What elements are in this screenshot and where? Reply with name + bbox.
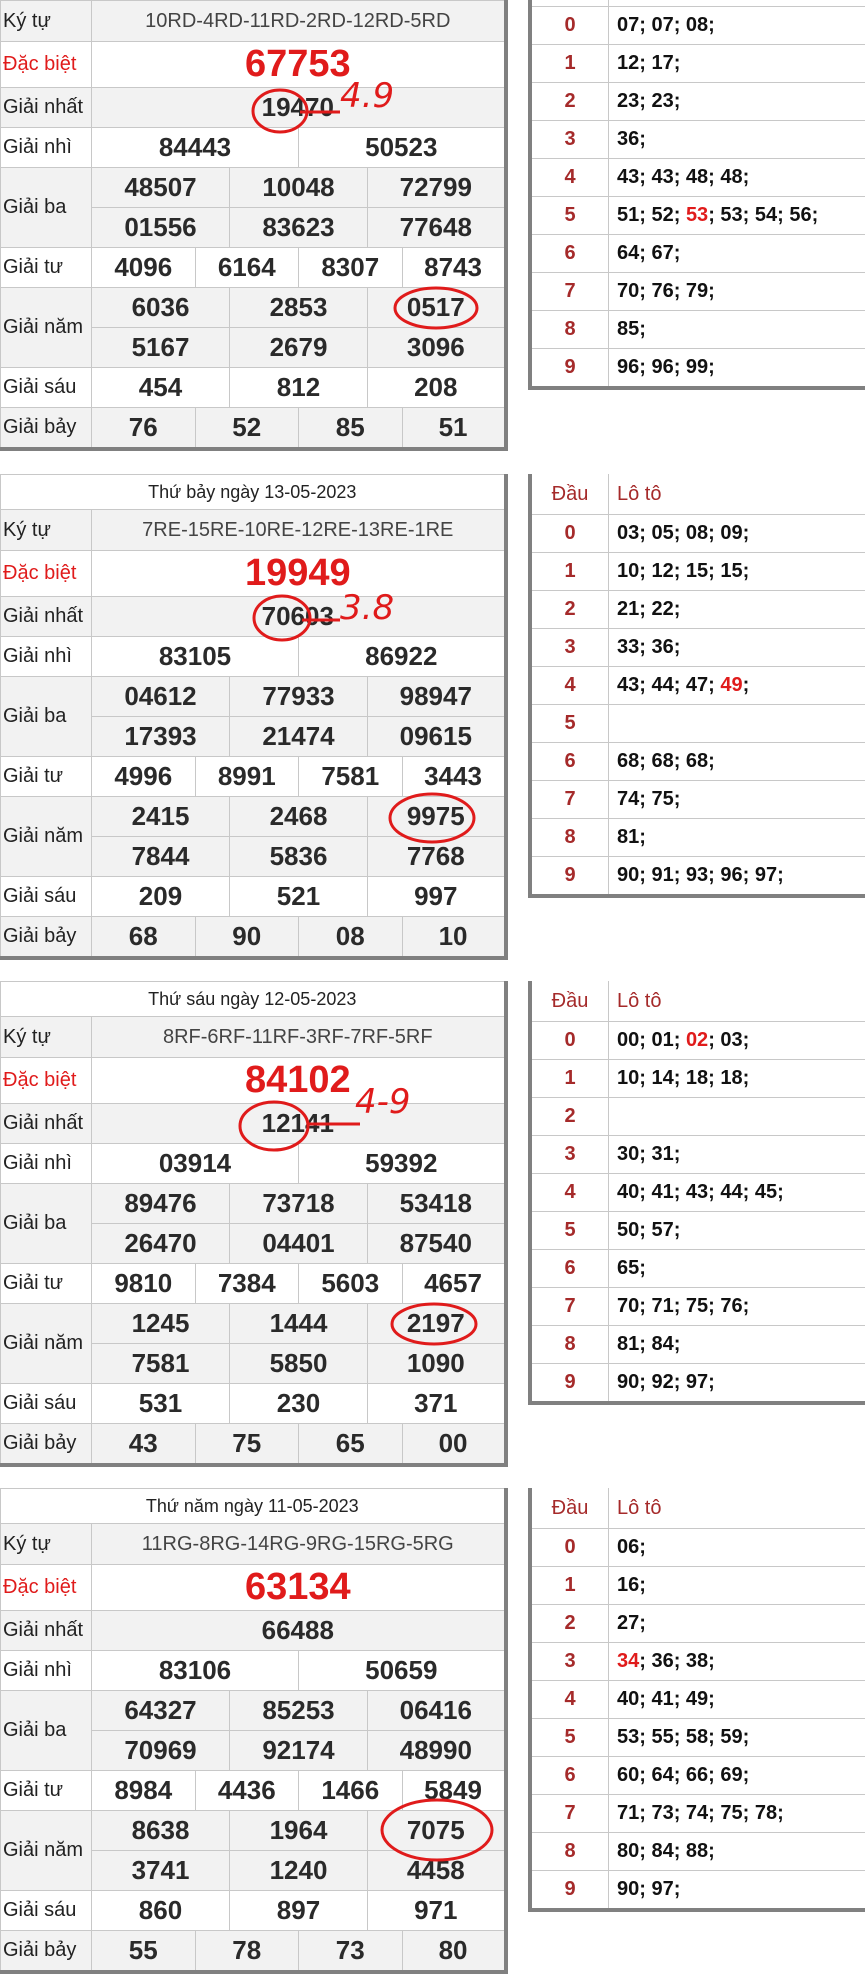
loto-head-loto: Lô tô: [609, 981, 865, 1022]
label-second: Giải nhì: [1, 128, 92, 168]
loto-values: 00; 01; 02; 03;: [609, 1022, 865, 1060]
loto-row: [530, 1098, 865, 1136]
loto-row: [530, 159, 865, 197]
sixth-prize: 860: [92, 1891, 230, 1931]
loto-values: 33; 36;: [609, 629, 865, 667]
sixth-prize: 812: [230, 368, 368, 408]
loto-row: [530, 121, 865, 159]
loto-values: 51; 52; 53; 53; 54; 56;: [609, 197, 865, 235]
fourth-prize: 1466: [299, 1771, 403, 1811]
seventh-prize: 65: [299, 1424, 403, 1466]
draw-code: 11RG-8RG-14RG-9RG-15RG-5RG: [92, 1524, 506, 1565]
second-prize: 03914: [92, 1144, 299, 1184]
label-ky-tu: Ký tự: [1, 510, 92, 551]
fifth-prize: 2679: [230, 328, 368, 368]
loto-row: [530, 311, 865, 349]
loto-row: [530, 1719, 865, 1757]
fifth-prize: 2415: [92, 797, 230, 837]
loto-row: [530, 1681, 865, 1719]
loto-head-digit: 6: [530, 235, 609, 273]
seventh-prize: 68: [92, 917, 196, 959]
label-first: Giải nhất: [1, 597, 92, 637]
loto-head-digit: 1: [530, 1060, 609, 1098]
fifth-prize: 7844: [92, 837, 230, 877]
label-second: Giải nhì: [1, 1144, 92, 1184]
fifth-prize: 2853: [230, 288, 368, 328]
special-prize: 19949: [92, 551, 506, 597]
loto-row: [530, 1871, 865, 1911]
label-seventh: Giải bảy: [1, 1424, 92, 1466]
loto-head-digit: 3: [530, 629, 609, 667]
label-fourth: Giải tư: [1, 1264, 92, 1304]
loto-head-digit: 1: [530, 1567, 609, 1605]
loto-head-digit: 7: [530, 1795, 609, 1833]
third-prize: 85253: [230, 1691, 368, 1731]
draw-date: Thứ bảy ngày 13-05-2023: [1, 475, 506, 510]
seventh-prize: 73: [299, 1931, 403, 1973]
third-prize: 26470: [92, 1224, 230, 1264]
loto-head-digit: 5: [530, 1212, 609, 1250]
results-table: [0, 1488, 508, 1974]
third-prize: 70969: [92, 1731, 230, 1771]
loto-row: [530, 1567, 865, 1605]
label-second: Giải nhì: [1, 1651, 92, 1691]
results-table: [0, 981, 508, 1467]
third-prize: 06416: [368, 1691, 506, 1731]
loto-row: [530, 1250, 865, 1288]
draw-code: 7RE-15RE-10RE-12RE-13RE-1RE: [92, 510, 506, 551]
loto-values: 12; 17;: [609, 45, 865, 83]
seventh-prize: 80: [402, 1931, 506, 1973]
loto-head-digit: 9: [530, 1364, 609, 1404]
hand-note: 4.9: [340, 76, 395, 116]
fifth-prize: 7581: [92, 1344, 230, 1384]
third-prize: 89476: [92, 1184, 230, 1224]
label-ky-tu: Ký tự: [1, 1017, 92, 1058]
loto-values: 53; 55; 58; 59;: [609, 1719, 865, 1757]
loto-values: 64; 67;: [609, 235, 865, 273]
loto-head-digit: 6: [530, 1757, 609, 1795]
fifth-prize: 0517: [368, 288, 506, 328]
sixth-prize: 997: [368, 877, 506, 917]
sixth-prize: 454: [92, 368, 230, 408]
third-prize: 77648: [368, 208, 506, 248]
special-prize: 63134: [92, 1565, 506, 1611]
loto-values: 34; 36; 38;: [609, 1643, 865, 1681]
label-fourth: Giải tư: [1, 1771, 92, 1811]
fifth-prize: 1245: [92, 1304, 230, 1344]
fifth-prize: 1964: [230, 1811, 368, 1851]
fifth-prize: 9975: [368, 797, 506, 837]
sixth-prize: 531: [92, 1384, 230, 1424]
loto-head-digit: 2: [530, 1605, 609, 1643]
loto-row: [530, 1757, 865, 1795]
fourth-prize: 8307: [299, 248, 403, 288]
seventh-prize: 51: [402, 408, 506, 450]
loto-head-digit: 8: [530, 1833, 609, 1871]
label-ky-tu: Ký tự: [1, 1524, 92, 1565]
loto-row: [530, 1174, 865, 1212]
loto-head-digit: 5: [530, 197, 609, 235]
label-sixth: Giải sáu: [1, 1891, 92, 1931]
label-seventh: Giải bảy: [1, 1931, 92, 1973]
loto-values: 96; 96; 99;: [609, 349, 865, 389]
loto-head-digit: 2: [530, 1098, 609, 1136]
fifth-prize: 4458: [368, 1851, 506, 1891]
draw-date: Thứ sáu ngày 12-05-2023: [1, 982, 506, 1017]
fifth-prize: 8638: [92, 1811, 230, 1851]
loto-row: [530, 1060, 865, 1098]
loto-highlight: 34: [617, 1650, 640, 1672]
fourth-prize: 5603: [299, 1264, 403, 1304]
loto-values: 68; 68; 68;: [609, 743, 865, 781]
loto-row: [530, 1833, 865, 1871]
fourth-prize: 8991: [195, 757, 299, 797]
loto-values: 90; 92; 97;: [609, 1364, 865, 1404]
sixth-prize: 371: [368, 1384, 506, 1424]
loto-values: 70; 71; 75; 76;: [609, 1288, 865, 1326]
loto-highlight: 49: [720, 674, 743, 696]
sixth-prize: 521: [230, 877, 368, 917]
third-prize: 48507: [92, 168, 230, 208]
loto-row: [530, 273, 865, 311]
loto-values: 43; 44; 47; 49;: [609, 667, 865, 705]
sixth-prize: 209: [92, 877, 230, 917]
loto-row: [530, 1529, 865, 1567]
loto-head-digit: 4: [530, 1174, 609, 1212]
third-prize: 48990: [368, 1731, 506, 1771]
loto-row: [530, 1795, 865, 1833]
fourth-prize: 8743: [402, 248, 506, 288]
fourth-prize: 9810: [92, 1264, 196, 1304]
special-prize: 67753: [92, 42, 506, 88]
third-prize: 53418: [368, 1184, 506, 1224]
third-prize: 04612: [92, 677, 230, 717]
third-prize: 21474: [230, 717, 368, 757]
loto-head-digit: 8: [530, 819, 609, 857]
third-prize: 04401: [230, 1224, 368, 1264]
label-first: Giải nhất: [1, 1104, 92, 1144]
label-third: Giải ba: [1, 1691, 92, 1771]
hand-note: 3.8: [340, 588, 395, 628]
label-fifth: Giải năm: [1, 288, 92, 368]
first-prize: 19470: [92, 88, 506, 128]
fourth-prize: 3443: [402, 757, 506, 797]
draw-code: 10RD-4RD-11RD-2RD-12RD-5RD: [92, 1, 506, 42]
loto-values: 27;: [609, 1605, 865, 1643]
seventh-prize: 90: [195, 917, 299, 959]
label-fourth: Giải tư: [1, 248, 92, 288]
seventh-prize: 52: [195, 408, 299, 450]
fifth-prize: 5836: [230, 837, 368, 877]
loto-head-digit: 0: [530, 515, 609, 553]
sixth-prize: 971: [368, 1891, 506, 1931]
label-fifth: Giải năm: [1, 1304, 92, 1384]
label-fourth: Giải tư: [1, 757, 92, 797]
special-prize: 84102: [92, 1058, 506, 1104]
fourth-prize: 8984: [92, 1771, 196, 1811]
third-prize: 98947: [368, 677, 506, 717]
loto-head-digit: 1: [530, 553, 609, 591]
loto-values: 10; 14; 18; 18;: [609, 1060, 865, 1098]
loto-values: 71; 73; 74; 75; 78;: [609, 1795, 865, 1833]
loto-head-digit: 3: [530, 121, 609, 159]
sixth-prize: 897: [230, 1891, 368, 1931]
loto-head-digit: 4: [530, 1681, 609, 1719]
loto-head-digit: 6: [530, 1250, 609, 1288]
loto-head-digit: 9: [530, 1871, 609, 1911]
loto-values: [609, 705, 865, 743]
loto-highlight: 53: [685, 204, 709, 226]
fifth-prize: 5850: [230, 1344, 368, 1384]
label-fifth: Giải năm: [1, 1811, 92, 1891]
seventh-prize: 78: [195, 1931, 299, 1973]
loto-values: 10; 12; 15; 15;: [609, 553, 865, 591]
loto-table: [528, 981, 865, 1405]
second-prize: 83105: [92, 637, 299, 677]
loto-table: [528, 1488, 865, 1912]
loto-head-digit: 8: [530, 311, 609, 349]
loto-row: [530, 235, 865, 273]
loto-head-digit: 5: [530, 705, 609, 743]
results-table: [0, 0, 508, 451]
loto-values: 30; 31;: [609, 1136, 865, 1174]
loto-values: 81; 84;: [609, 1326, 865, 1364]
loto-head-digit: 4: [530, 159, 609, 197]
seventh-prize: 08: [299, 917, 403, 959]
label-second: Giải nhì: [1, 637, 92, 677]
label-ky-tu: Ký tự: [1, 1, 92, 42]
loto-values: 81;: [609, 819, 865, 857]
label-third: Giải ba: [1, 1184, 92, 1264]
fourth-prize: 6164: [195, 248, 299, 288]
fourth-prize: 7384: [195, 1264, 299, 1304]
loto-values: 60; 64; 66; 69;: [609, 1757, 865, 1795]
loto-row: [530, 1288, 865, 1326]
loto-values: 85;: [609, 311, 865, 349]
fifth-prize: 3096: [368, 328, 506, 368]
loto-row: [530, 857, 865, 897]
loto-values: 03; 05; 08; 09;: [609, 515, 865, 553]
loto-values: 50; 57;: [609, 1212, 865, 1250]
loto-head-digit: 3: [530, 1643, 609, 1681]
label-sixth: Giải sáu: [1, 1384, 92, 1424]
loto-row: [530, 83, 865, 121]
loto-head-digit: 6: [530, 743, 609, 781]
second-prize: 86922: [299, 637, 506, 677]
third-prize: 77933: [230, 677, 368, 717]
loto-row: [530, 553, 865, 591]
label-special: Đặc biệt: [1, 551, 92, 597]
loto-values: 21; 22;: [609, 591, 865, 629]
loto-head-digit: 4: [530, 667, 609, 705]
loto-head-digit: 9: [530, 349, 609, 389]
loto-row: [530, 781, 865, 819]
loto-row: [530, 819, 865, 857]
loto-values: 40; 41; 43; 44; 45;: [609, 1174, 865, 1212]
loto-row: [530, 743, 865, 781]
second-prize: 50659: [299, 1651, 506, 1691]
loto-head-digit: 0: [530, 7, 609, 45]
fifth-prize: 2197: [368, 1304, 506, 1344]
sixth-prize: 208: [368, 368, 506, 408]
fifth-prize: 1090: [368, 1344, 506, 1384]
loto-values: 16;: [609, 1567, 865, 1605]
loto-row: [530, 1643, 865, 1681]
label-first: Giải nhất: [1, 1611, 92, 1651]
fourth-prize: 4657: [402, 1264, 506, 1304]
loto-row: [530, 515, 865, 553]
loto-values: 43; 43; 48; 48;: [609, 159, 865, 197]
loto-head-digit: 2: [530, 591, 609, 629]
seventh-prize: 76: [92, 408, 196, 450]
label-special: Đặc biệt: [1, 42, 92, 88]
fifth-prize: 6036: [92, 288, 230, 328]
loto-values: 23; 23;: [609, 83, 865, 121]
loto-head-loto: Lô tô: [609, 1488, 865, 1529]
loto-table: [528, 0, 865, 390]
loto-head-digit: 7: [530, 273, 609, 311]
loto-row: [530, 629, 865, 667]
second-prize: 84443: [92, 128, 299, 168]
loto-values: 06;: [609, 1529, 865, 1567]
third-prize: 72799: [368, 168, 506, 208]
label-sixth: Giải sáu: [1, 877, 92, 917]
loto-head-digit: 7: [530, 781, 609, 819]
loto-head-digit: 5: [530, 1719, 609, 1757]
loto-values: 90; 97;: [609, 1871, 865, 1911]
loto-head-digit: 9: [530, 857, 609, 897]
loto-values: 70; 76; 79;: [609, 273, 865, 311]
loto-head-dau: Đầu: [530, 981, 609, 1022]
loto-table: [528, 474, 865, 898]
label-seventh: Giải bảy: [1, 408, 92, 450]
seventh-prize: 10: [402, 917, 506, 959]
hand-note: 4-9: [355, 1082, 411, 1122]
label-seventh: Giải bảy: [1, 917, 92, 959]
loto-row: [530, 349, 865, 389]
second-prize: 83106: [92, 1651, 299, 1691]
draw-code: 8RF-6RF-11RF-3RF-7RF-5RF: [92, 1017, 506, 1058]
fifth-prize: 5167: [92, 328, 230, 368]
fifth-prize: 7075: [368, 1811, 506, 1851]
loto-values: 36;: [609, 121, 865, 159]
fifth-prize: 7768: [368, 837, 506, 877]
loto-row: [530, 667, 865, 705]
seventh-prize: 55: [92, 1931, 196, 1973]
third-prize: 83623: [230, 208, 368, 248]
loto-row: [530, 197, 865, 235]
loto-head-dau: Đầu: [530, 474, 609, 515]
loto-head-dau: Đầu: [530, 1488, 609, 1529]
seventh-prize: 75: [195, 1424, 299, 1466]
loto-head-digit: 0: [530, 1022, 609, 1060]
loto-row: [530, 45, 865, 83]
loto-head-loto: Lô tô: [609, 474, 865, 515]
loto-row: [530, 591, 865, 629]
fifth-prize: 3741: [92, 1851, 230, 1891]
third-prize: 64327: [92, 1691, 230, 1731]
fifth-prize: 2468: [230, 797, 368, 837]
third-prize: 01556: [92, 208, 230, 248]
loto-row: [530, 1326, 865, 1364]
fourth-prize: 5849: [402, 1771, 506, 1811]
loto-head-digit: 7: [530, 1288, 609, 1326]
third-prize: 09615: [368, 717, 506, 757]
loto-values: 07; 07; 08;: [609, 7, 865, 45]
seventh-prize: 85: [299, 408, 403, 450]
label-fifth: Giải năm: [1, 797, 92, 877]
loto-row: [530, 1605, 865, 1643]
third-prize: 73718: [230, 1184, 368, 1224]
loto-row: [530, 1022, 865, 1060]
third-prize: 17393: [92, 717, 230, 757]
seventh-prize: 00: [402, 1424, 506, 1466]
loto-values: 80; 84; 88;: [609, 1833, 865, 1871]
first-prize: 12141: [92, 1104, 506, 1144]
loto-head-digit: 3: [530, 1136, 609, 1174]
label-first: Giải nhất: [1, 88, 92, 128]
label-special: Đặc biệt: [1, 1565, 92, 1611]
loto-row: [530, 705, 865, 743]
loto-values: 90; 91; 93; 96; 97;: [609, 857, 865, 897]
fourth-prize: 7581: [299, 757, 403, 797]
fifth-prize: 1240: [230, 1851, 368, 1891]
loto-row: [530, 7, 865, 45]
loto-highlight: 02: [685, 1029, 709, 1051]
third-prize: 10048: [230, 168, 368, 208]
label-third: Giải ba: [1, 168, 92, 248]
label-third: Giải ba: [1, 677, 92, 757]
loto-head-digit: 2: [530, 83, 609, 121]
draw-date: Thứ năm ngày 11-05-2023: [1, 1489, 506, 1524]
first-prize: 70603: [92, 597, 506, 637]
loto-row: [530, 1364, 865, 1404]
fourth-prize: 4096: [92, 248, 196, 288]
loto-row: [530, 1136, 865, 1174]
fourth-prize: 4436: [195, 1771, 299, 1811]
first-prize: 66488: [92, 1611, 506, 1651]
loto-values: 65;: [609, 1250, 865, 1288]
third-prize: 87540: [368, 1224, 506, 1264]
loto-head-digit: 8: [530, 1326, 609, 1364]
label-sixth: Giải sáu: [1, 368, 92, 408]
results-table: [0, 474, 508, 960]
label-special: Đặc biệt: [1, 1058, 92, 1104]
loto-head-digit: 1: [530, 45, 609, 83]
fourth-prize: 4996: [92, 757, 196, 797]
loto-values: 74; 75;: [609, 781, 865, 819]
loto-values: 40; 41; 49;: [609, 1681, 865, 1719]
seventh-prize: 43: [92, 1424, 196, 1466]
sixth-prize: 230: [230, 1384, 368, 1424]
second-prize: 50523: [299, 128, 506, 168]
loto-values: [609, 1098, 865, 1136]
third-prize: 92174: [230, 1731, 368, 1771]
second-prize: 59392: [299, 1144, 506, 1184]
loto-head-digit: 0: [530, 1529, 609, 1567]
loto-row: [530, 1212, 865, 1250]
fifth-prize: 1444: [230, 1304, 368, 1344]
